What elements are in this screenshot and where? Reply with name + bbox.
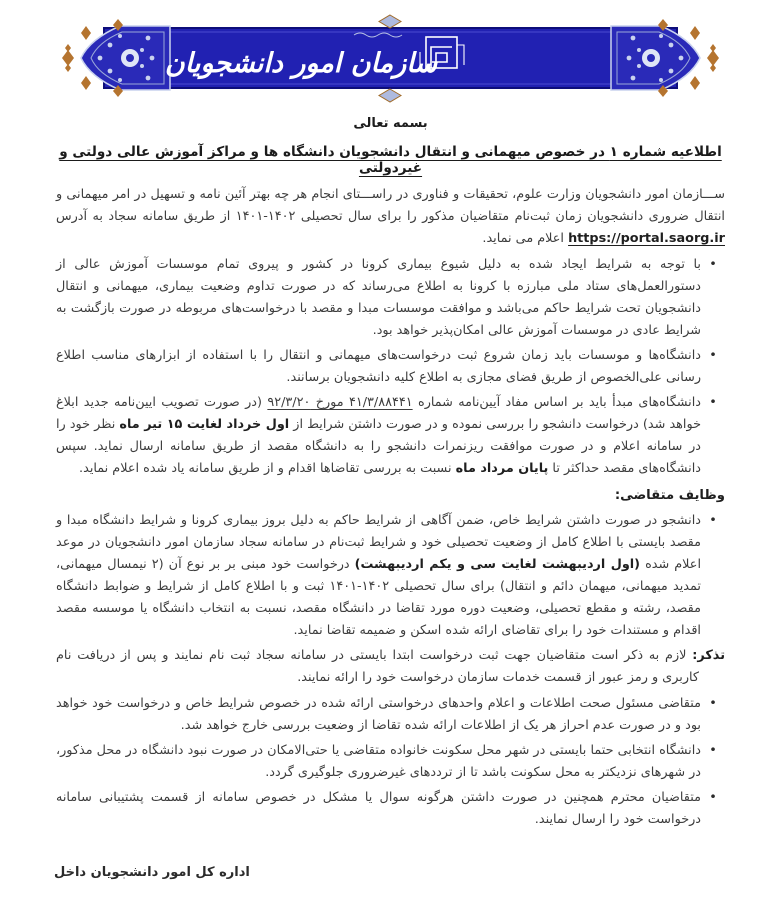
block-text bbox=[56, 787, 701, 831]
bullet-student-registration bbox=[56, 510, 725, 642]
block-text bbox=[56, 693, 701, 737]
destination-deadline: پایان مرداد ماه bbox=[455, 461, 549, 476]
signature-office: اداره کل امور دانشجویان داخل bbox=[54, 865, 250, 880]
duties-heading bbox=[56, 485, 725, 507]
intro-paragraph bbox=[56, 184, 725, 250]
text-segment: دانشگاه‌ها و موسسات باید زمان شروع ثبت درخواست‌های میهمانی و انتقال را با استفاده از ابزارهای مناسب اطلاع رسانی علی‌الخصوص از طریق فضای مجازی به اطلاع کلیه دانشجویان برسانند. bbox=[56, 348, 701, 385]
text-segment: با توجه به شرایط ایجاد شده به دلیل شیوع بیماری کرونا در کشور و پیروی تمام موسسات آموزش عالی از دستورالعمل‌های ستاد ملی مبارزه با کرونا به اطلاع می‌رساند که در صورت تداوم وضعیت بیماری، میهمانی و انتقال دانشجویان تحت شرایط حاکم می‌باشد و موافقت موسسات مبدا و مقصد با درخواست‌های مربوطه در صورت بازگشت به شرایط عادی در موسسات آموزش عالی امکان‌پذیر خواهد بود. bbox=[56, 257, 701, 338]
bullet-marker: • bbox=[709, 395, 717, 410]
text-segment: لازم به ذکر است متقاضیان جهت ثبت درخواست ابتدا بایستی در سامانه سجاد ثبت نام نمایند و پس از دریافت نام کاربری و رمز عبور از قسمت خدمات سازمان درخواست خود را ارائه نمایند. bbox=[56, 648, 699, 685]
note-paragraph bbox=[56, 645, 725, 689]
text-segment: متقاضی مسئول صحت اطلاعات و اعلام واحدهای درخواستی ارائه شده در خصوص شرایط خاص و درخواست خود خواهد بود و در صورت عدم احراز هر یک از اطلاعات ارائه شده تقاضا از وضعیت بررسی خارج خواهد شد. bbox=[56, 696, 701, 733]
bullet-marker: • bbox=[709, 348, 717, 363]
text-segment: نظر خود را در سامانه اعلام و در صورت موافقت ریزنمرات دانشجو را به دانشگاه مقصد از طریق سامانه ارسال نماید. سپس دانشگاه‌های مقصد حداکثر تا bbox=[56, 417, 701, 476]
text-segment: درخواست خود مبنی بر بر نوع آن (۲ نیمسال میهمانی، تمدید میهمانی، میهمان دائم و انتقال) برای سال تحصیلی ۱۴۰۲-۱۴۰۱ ثبت و با اطلاع کامل از شرایط و ضوابط دانشگاه مقصد، رشته و مقطع تحصیلی، وضعیت دوره مورد تقاضا در دانشگاه مقصد، نسبت به انتخاب دانشگاه یا موسسه مقصد اقدام و مستندات خود را برای تقاضای ارائه شده اسکن و ضمیمه تقاضا نماید. bbox=[56, 557, 701, 638]
text-segment: ســـازمان امور دانشجویان وزارت علوم، تحقیقات و فناوری در راســـتای انجام هر چه بهتر آئین نامه و تسهیل در امر میهمانی و انتقال ضروری دانشجویان زمان ثبت‌نام متقاضیان مذکور را برای سال تحصیلی ۱۴۰۲-۱۴۰۱ از طریق سامانه سجاد به آدرس bbox=[56, 187, 725, 224]
bullet-support bbox=[56, 787, 725, 831]
portal-link[interactable]: https://portal.saorg.ir bbox=[568, 231, 725, 246]
bullet-university-location bbox=[56, 740, 725, 784]
org-banner bbox=[46, 14, 735, 108]
text-segment: نسبت به بررسی تقاضاها اقدام و از طریق سامانه یاد شده اعلام نماید. bbox=[79, 461, 456, 476]
left-ornament bbox=[62, 19, 170, 97]
text-segment: اعلام می نماید. bbox=[482, 231, 569, 246]
text-segment: دانشگاه‌های مبدأ باید بر اساس مفاد آیین‌نامه شماره bbox=[412, 395, 701, 410]
bullet-marker: • bbox=[709, 696, 717, 711]
block-text bbox=[56, 510, 701, 642]
bullet-marker: • bbox=[709, 790, 717, 805]
text-segment: دانشجو در صورت داشتن شرایط خاص، ضمن آگاهی از شرایط حاکم به دلیل بروز بیماری کرونا و شرایط دانشگاه مبدا و مقصد بایستی با اطلاع کامل از وضعیت تحصیلی خود و شرایط ثبت‌نام در سامانه سجاد سازمان امور دانشجویان در موعد اعلام شده bbox=[56, 513, 701, 572]
text-segment: (در صورت تصویب ایین‌نامه جدید ابلاغ خواهد شد) درخواست دانشجو را بررسی نموده و در صورت داشتن شرایط از bbox=[56, 395, 701, 432]
block-text bbox=[615, 488, 725, 503]
org-banner-graphic bbox=[58, 14, 723, 104]
bullet-covid-conditions bbox=[56, 254, 725, 342]
block-text bbox=[56, 254, 701, 342]
text-segment: متقاضیان محترم همچنین در صورت داشتن هرگونه سوال یا مشکل در خصوص سامانه از قسمت پشتیبانی سامانه درخواست خود را ارسال نمایند. bbox=[56, 790, 701, 827]
notice-body bbox=[56, 184, 725, 831]
block-text bbox=[56, 392, 701, 480]
bismillah-text: بسمه تعالی bbox=[353, 116, 428, 131]
bullet-announcement-duty bbox=[56, 345, 725, 389]
block-text bbox=[56, 187, 725, 246]
block-text bbox=[56, 648, 725, 685]
block-text bbox=[56, 345, 701, 389]
bullet-marker: • bbox=[709, 743, 717, 758]
block-text bbox=[56, 740, 701, 784]
notice-title: اطلاعیه شماره ۱ در خصوص میهمانی و انتقال دانشجویان دانشگاه ها و مراکز آموزش عالی دولتی و غیردولتی bbox=[59, 144, 722, 176]
regulation-number: ۴۱/۳/۸۸۴۴۱ مورخ ۹۲/۳/۲۰ bbox=[267, 395, 413, 410]
bullet-origin-universities bbox=[56, 392, 725, 480]
text-segment: دانشگاه انتخابی حتما بایستی در شهر محل سکونت خانواده متقاضی یا حتی‌الامکان در صورت نبود دانشگاه در محل مذکور، در شهرهای نزدیکتر به محل سکونت باشد تا از ترددهای غیرضروری جلوگیری گردد. bbox=[56, 743, 701, 780]
note-label: تذکر: bbox=[692, 648, 725, 663]
text-segment: وظایف متقاضی: bbox=[614, 488, 725, 503]
bullet-marker: • bbox=[709, 513, 717, 528]
origin-review-period: اول خرداد لغایت ۱۵ تیر ماه bbox=[119, 417, 290, 432]
registration-period: (اول اردیبهشت لغایت سی و یکم اردیبهشت) bbox=[354, 557, 641, 572]
right-ornament bbox=[611, 19, 719, 97]
bullet-marker: • bbox=[709, 257, 717, 272]
bullet-information-accuracy bbox=[56, 693, 725, 737]
org-name-calligraphy: سازمان امور دانشجویان bbox=[164, 48, 438, 79]
